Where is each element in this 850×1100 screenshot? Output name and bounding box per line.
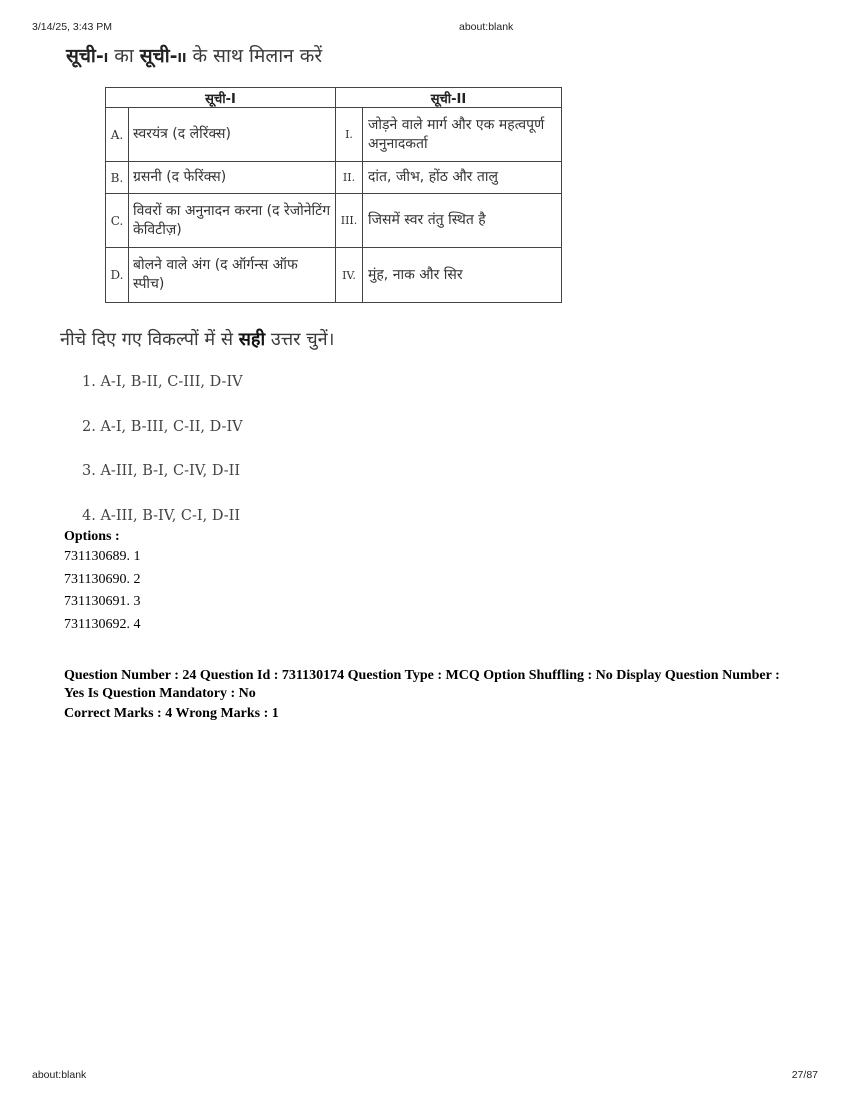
question-image <box>60 40 580 524</box>
title-part3: सूची- <box>139 45 178 67</box>
option-id-line: 731130692. 4 <box>64 616 141 632</box>
print-url: about:blank <box>459 21 514 33</box>
header-list2: सूची-II <box>336 88 562 108</box>
options-label: Options : <box>64 529 120 544</box>
table-row <box>106 248 562 303</box>
row-label-list1: B. <box>106 162 129 194</box>
next-question-marks: Correct Marks : 4 Wrong Marks : 1 <box>64 706 279 721</box>
answer-choice: 2. A-I, B-III, C-II, D-IV <box>82 418 243 435</box>
row-label-list2: IV. <box>336 248 363 303</box>
row-text-list2: जिसमें स्वर तंतु स्थित है <box>363 194 562 248</box>
row-text-list1: स्वरयंत्र (द लेरिंक्स) <box>129 108 336 162</box>
table-row <box>106 194 562 248</box>
footer-url: about:blank <box>32 1069 87 1081</box>
title-roman1: I <box>103 51 109 65</box>
row-text-list1: बोलने वाले अंग (द ऑर्गन्स ऑफ स्पीच) <box>129 248 336 303</box>
title-part4: के साथ मिलान करें <box>186 45 323 67</box>
option-id-line: 731130689. 1 <box>64 549 141 564</box>
answer-choice: 3. A-III, B-I, C-IV, D-II <box>82 463 241 479</box>
options-block <box>64 527 140 636</box>
row-text-list1: विवरों का अनुनादन करना (द रेजोनेटिंग केविटीज़) <box>129 194 336 248</box>
option-id-line: 731130691. 3 <box>64 594 141 609</box>
row-text-list2: दांत, जीभ, होंठ और तालु <box>363 162 562 194</box>
instruction-pre: नीचे दिए गए विकल्पों में से <box>60 329 239 350</box>
title-roman2: II <box>177 51 187 65</box>
title-part1: सूची- <box>66 45 104 67</box>
answer-choice: 1. A-I, B-II, C-III, D-IV <box>82 374 243 390</box>
row-label-list1: C. <box>106 194 129 248</box>
print-datetime: 3/14/25, 3:43 PM <box>32 21 112 33</box>
row-label-list2: III. <box>336 194 363 248</box>
next-question-info: Question Number : 24 Question Id : 731130174 Question Type : MCQ Option Shuffling : No Display Question Number : Yes Is Question Mandatory : No <box>64 668 780 701</box>
instruction-bold: सही <box>238 329 266 350</box>
row-label-list2: II. <box>336 162 363 194</box>
title-part2: का <box>108 45 140 67</box>
table-row <box>106 108 562 162</box>
row-text-list2: जोड़ने वाले मार्ग और एक महत्वपूर्ण अनुनादकर्ता <box>363 108 562 162</box>
answer-choices <box>82 370 243 548</box>
answer-choice: 4. A-III, B-IV, C-I, D-II <box>82 507 241 524</box>
row-label-list1: A. <box>106 108 129 162</box>
row-text-list2: मुंह, नाक और सिर <box>363 248 562 303</box>
question-instruction <box>60 327 334 351</box>
match-table <box>105 87 562 303</box>
header-list1: सूची-I <box>106 88 336 108</box>
instruction-post: उत्तर चुनें। <box>265 329 335 350</box>
row-label-list2: I. <box>336 108 363 162</box>
row-label-list1: D. <box>106 248 129 303</box>
option-id-line: 731130690. 2 <box>64 571 141 587</box>
table-row <box>106 162 562 194</box>
page-number: 27/87 <box>791 1069 818 1081</box>
row-text-list1: ग्रसनी (द फेरिंक्स) <box>129 162 336 194</box>
question-title <box>66 40 580 84</box>
